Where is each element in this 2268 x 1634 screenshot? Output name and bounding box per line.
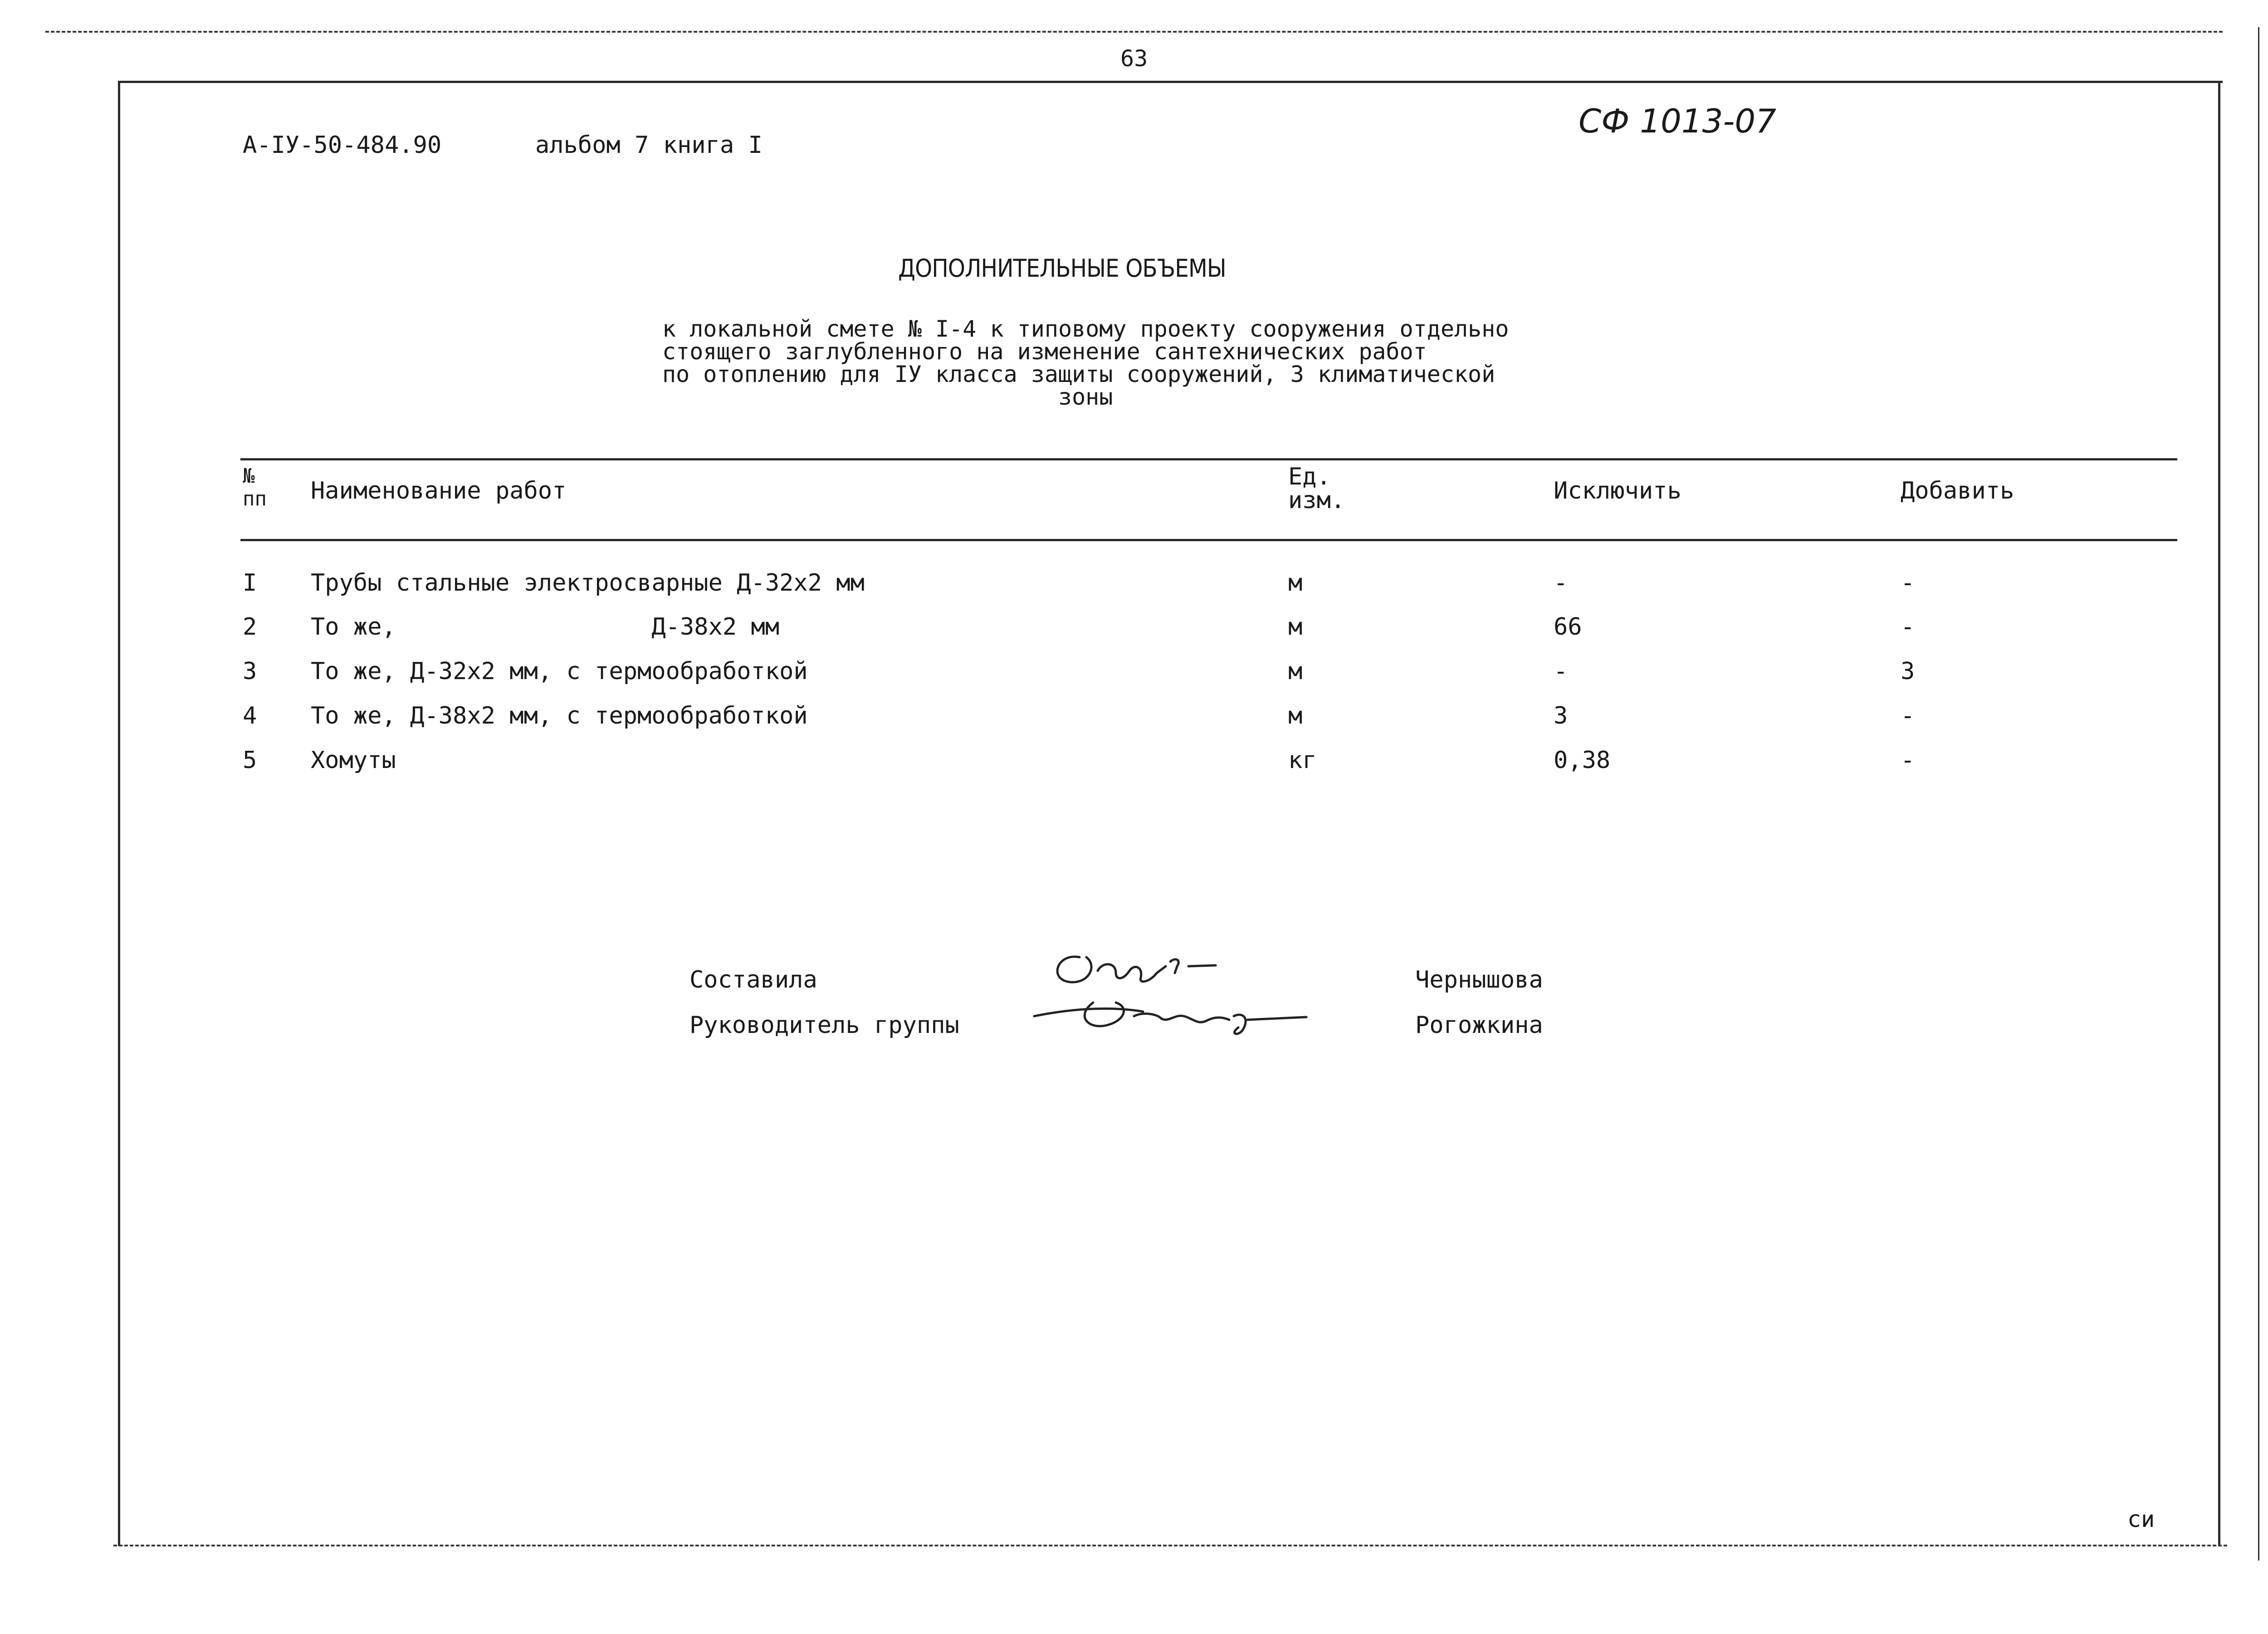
- handwritten-stamp-code: СФ 1013-07: [1579, 102, 1776, 140]
- row-number: 2: [243, 613, 257, 641]
- compiled-by-name: Чернышова: [1415, 966, 1543, 993]
- row-work-name: То же, Д-32х2 мм, с термообработкой: [311, 658, 808, 685]
- page-number: 63: [1120, 45, 1148, 72]
- frame-left: [118, 81, 120, 1546]
- row-add: -: [1901, 613, 1915, 641]
- table-row: [0, 658, 2268, 703]
- row-work-name: Трубы стальные электросварные Д-32х2 мм: [311, 569, 865, 597]
- frame-top: [118, 81, 2223, 83]
- row-add: -: [1901, 569, 1915, 597]
- table-header-top-rule: [240, 458, 2177, 460]
- header-number: № пп: [243, 465, 267, 510]
- compiled-by-label: Составила: [689, 966, 817, 993]
- row-unit: м: [1288, 613, 1303, 641]
- document-title: ДОПОЛНИТЕЛЬНЫЕ ОБЪЕМЫ: [898, 254, 1226, 283]
- row-number: 4: [243, 702, 257, 729]
- corner-mark: си: [2127, 1506, 2155, 1532]
- group-head-name: Рогожкина: [1415, 1012, 1543, 1039]
- album-reference: альбом 7 книга I: [535, 132, 763, 159]
- row-add: -: [1901, 702, 1915, 729]
- row-unit: м: [1288, 702, 1303, 729]
- row-work-name: То же, Д-38х2 мм: [311, 613, 780, 641]
- header-work-name: Наименование работ: [311, 477, 567, 504]
- row-exclude: 3: [1554, 702, 1568, 729]
- row-exclude: -: [1554, 569, 1568, 597]
- row-number: 3: [243, 658, 257, 685]
- row-unit: м: [1288, 658, 1303, 685]
- row-exclude: -: [1554, 658, 1568, 685]
- row-work-name: Хомуты: [311, 747, 396, 774]
- row-number: I: [243, 569, 257, 597]
- table-row: [0, 702, 2268, 748]
- header-exclude: Исключить: [1554, 477, 1681, 504]
- document-code: А-IУ-50-484.90: [243, 132, 442, 159]
- header-unit: Ед. изм.: [1288, 463, 1345, 514]
- row-exclude: 0,38: [1554, 747, 1611, 774]
- scan-right-edge: [2258, 27, 2259, 1561]
- top-edge-line: [45, 31, 2223, 33]
- frame-bottom: [113, 1545, 2227, 1546]
- row-exclude: 66: [1554, 613, 1582, 641]
- row-unit: м: [1288, 569, 1303, 597]
- table-row: [0, 569, 2268, 615]
- frame-right: [2218, 81, 2220, 1546]
- row-add: -: [1901, 747, 1915, 774]
- header-add: Добавить: [1901, 477, 2014, 504]
- table-row: [0, 613, 2268, 659]
- row-unit: кг: [1288, 747, 1317, 774]
- handwritten-signatures: [1025, 939, 1334, 1057]
- table-row: [0, 747, 2268, 792]
- group-head-label: Руководитель группы: [689, 1012, 959, 1039]
- row-number: 5: [243, 747, 257, 774]
- row-work-name: То же, Д-38х2 мм, с термообработкой: [311, 702, 808, 729]
- document-subtitle: к локальной смете № I-4 к типовому проекту сооружения отдельно стоящего заглубленного на изменение сантехнических работ по отоплению для IУ класса защиты сооружений, 3 климатической зоны: [662, 316, 1509, 410]
- table-header-bottom-rule: [240, 539, 2177, 541]
- row-add: 3: [1901, 658, 1915, 685]
